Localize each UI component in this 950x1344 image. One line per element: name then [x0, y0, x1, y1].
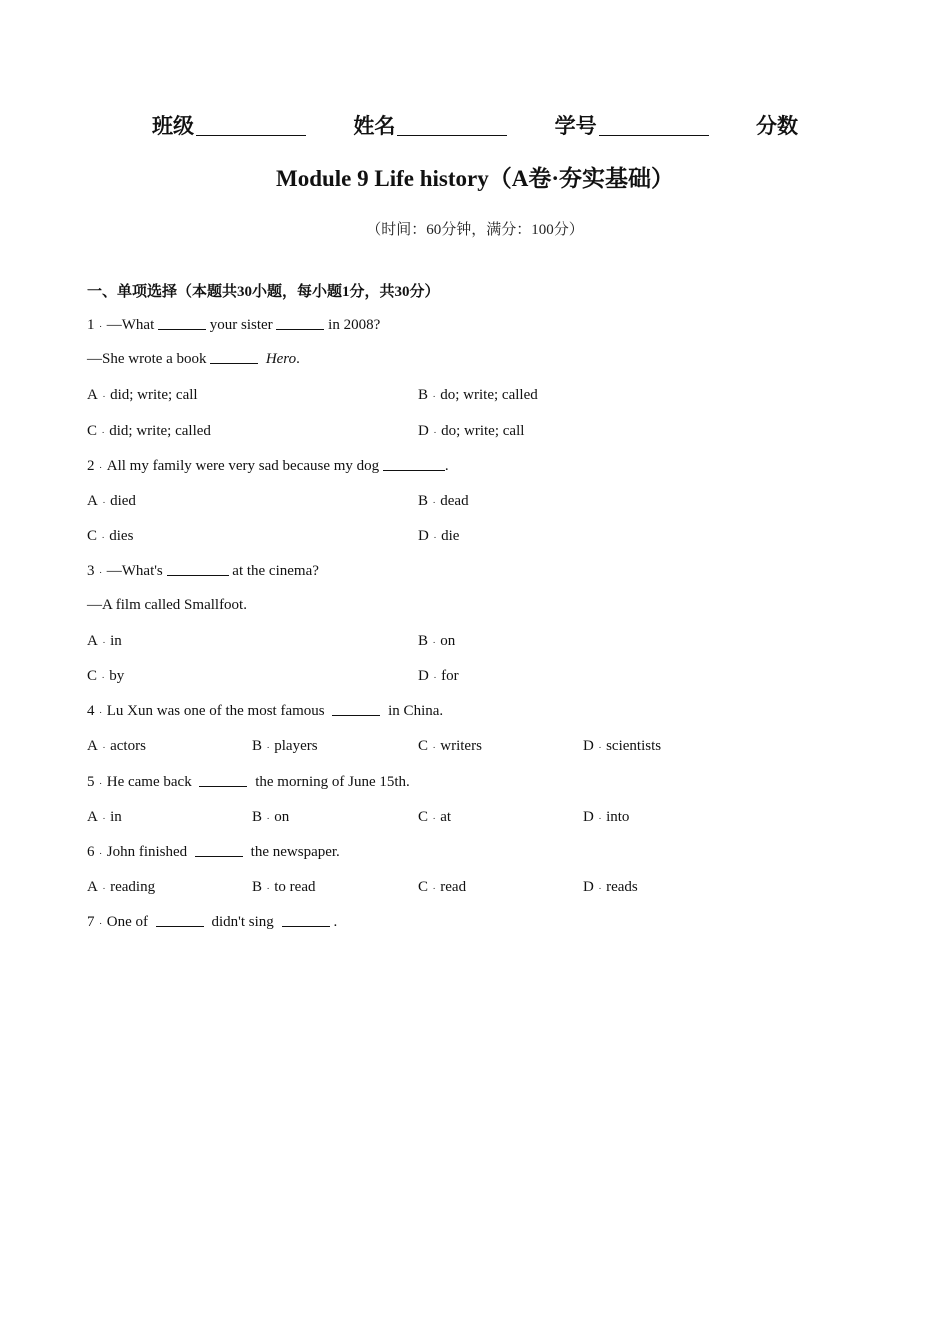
question-2-option-b[interactable]: B . dead — [418, 493, 469, 509]
question-5-stem: 5 . He came back the morning of June 15th. — [87, 774, 410, 790]
score-field: 分数 — [755, 114, 798, 138]
question-4-option-b[interactable]: B . players — [252, 738, 318, 754]
name-blank[interactable] — [397, 113, 507, 136]
question-5-option-d[interactable]: D . into — [583, 809, 630, 825]
section-heading: 一、单项选择（本题共30小题，每小题1分，共30分） — [87, 284, 440, 300]
question-1-option-c[interactable]: C . did; write; called — [87, 423, 211, 439]
student-id-field: 学号 — [555, 110, 709, 140]
question-5-option-b[interactable]: B . on — [252, 809, 290, 825]
page-title: Module 9 Life history（A卷·夯实基础） — [275, 166, 675, 191]
question-4-option-c[interactable]: C . writers — [418, 738, 482, 754]
exam-info: （时间：60分钟，满分：100分） — [366, 222, 584, 238]
question-5-option-c[interactable]: C . at — [418, 809, 452, 825]
class-blank[interactable] — [196, 113, 306, 136]
question-6-option-c[interactable]: C . read — [418, 879, 467, 895]
question-3-option-d[interactable]: D . for — [418, 668, 459, 684]
question-3-line2: —A film called Smallfoot. — [87, 597, 247, 613]
student-id-blank[interactable] — [599, 113, 709, 136]
name-field: 姓名 — [353, 110, 507, 140]
question-4-stem: 4 . Lu Xun was one of the most famous in China. — [87, 703, 444, 719]
question-3-stem: 3 . —What's at the cinema? — [87, 563, 319, 579]
student-info-header — [0, 110, 950, 140]
question-2-stem: 2 . All my family were very sad because my dog . — [87, 458, 449, 474]
question-6-option-b[interactable]: B . to read — [252, 879, 316, 895]
question-1-stem: 1 . —What your sister in 2008? — [87, 317, 381, 333]
question-3-option-b[interactable]: B . on — [418, 633, 456, 649]
question-4-option-a[interactable]: A . actors — [87, 738, 146, 754]
question-2-option-d[interactable]: D . die — [418, 528, 460, 544]
question-6-option-d[interactable]: D . reads — [583, 879, 638, 895]
question-7-stem: 7 . One of didn't sing . — [87, 914, 338, 930]
question-5-option-a[interactable]: A . in — [87, 809, 122, 825]
question-1-option-a[interactable]: A . did; write; call — [87, 387, 198, 403]
question-1-option-d[interactable]: D . do; write; call — [418, 423, 525, 439]
question-3-option-c[interactable]: C . by — [87, 668, 125, 684]
question-1-option-b[interactable]: B . do; write; called — [418, 387, 538, 403]
question-6-option-a[interactable]: A . reading — [87, 879, 156, 895]
class-field: 班级 — [152, 110, 306, 140]
question-6-stem: 6 . John finished the newspaper. — [87, 844, 340, 860]
question-2-option-a[interactable]: A . died — [87, 493, 136, 509]
question-4-option-d[interactable]: D . scientists — [583, 738, 662, 754]
question-2-option-c[interactable]: C . dies — [87, 528, 134, 544]
question-1-line2: —She wrote a book Hero. — [87, 351, 300, 367]
question-3-option-a[interactable]: A . in — [87, 633, 122, 649]
